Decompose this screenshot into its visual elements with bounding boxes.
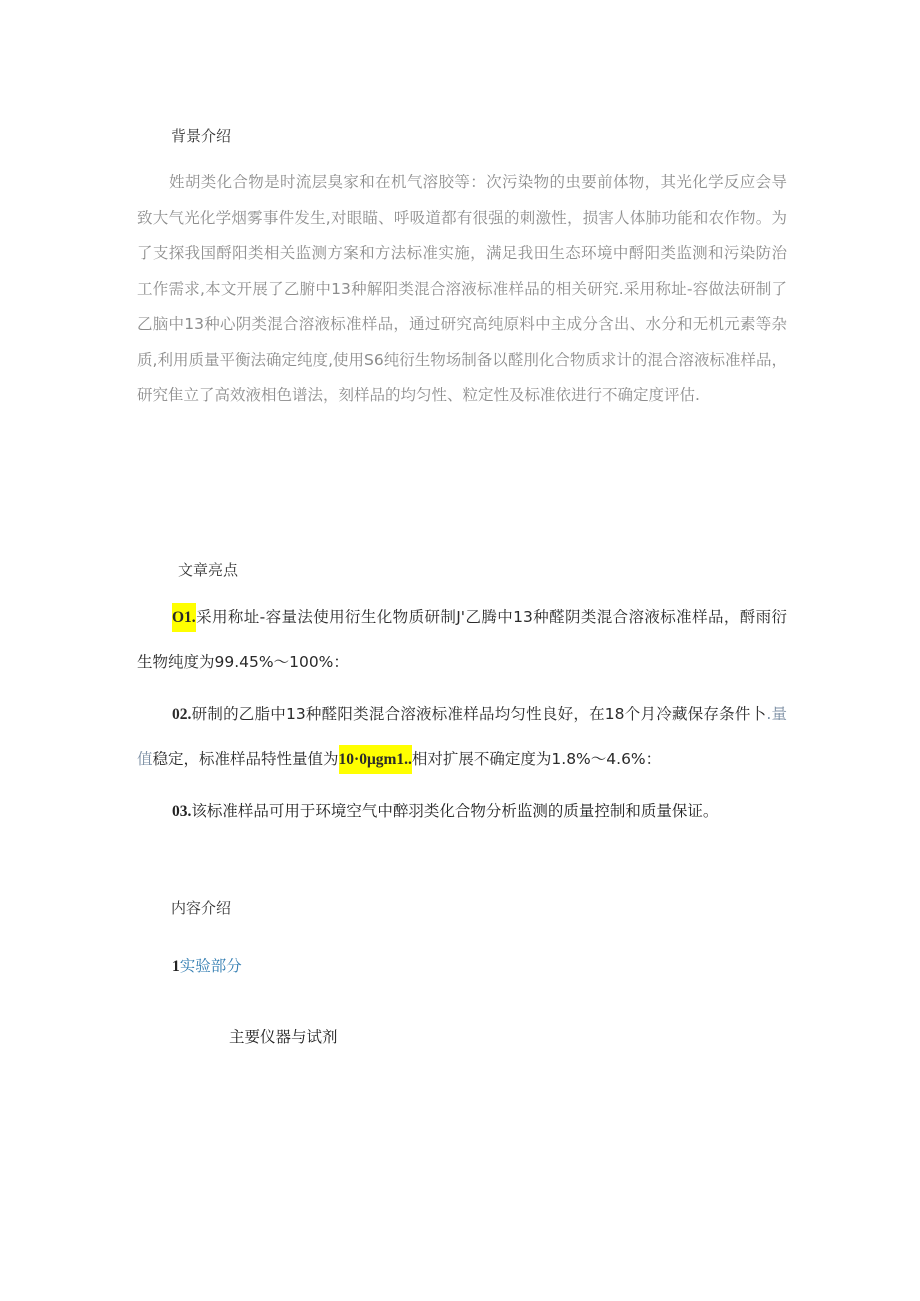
highlight-item-3-number: 03.: [172, 803, 192, 820]
highlight-item-2-text-c: 稳定，标准样品特性量值为: [152, 750, 339, 768]
background-heading: 背景介绍: [171, 127, 232, 145]
highlight-item-3-text: 该标准样品可用于环境空气中醉羽类化合物分析监测的质量控制和质量保证。: [191, 802, 719, 820]
highlight-item-2: [137, 692, 787, 782]
highlight-item-2-value: 10·0μgm1..: [339, 745, 412, 774]
highlight-item-2-text-a: 研制的乙脂中13种醛阳类混合溶液标准样品均匀性良好，在18个月冷藏保存条件卜: [191, 705, 767, 723]
highlight-item-2-text-d: 相对扩展不确定度为1.8%～4.6%：: [411, 750, 662, 768]
highlight-item-1: [137, 595, 787, 685]
highlight-item-2-text-b: .量值: [137, 705, 787, 768]
highlights-heading: 文章亮点: [178, 561, 239, 579]
background-paragraph: 姓胡类化合物是时流层臭家和在机气溶胶等：次污染物的虫要前体物，其光化学反应会导致大气光化学烟雾事件发生,对眼瞄、呼吸道都有很强的刺激性，损害人体肺功能和农作物。为了支探我国酹阳类相关监测方案和方法标准实施，满足我田生态环境中酹阳类监测和污染防治工作需求,本文开展了乙腑中13种解阳类混合溶液标准样品的相关研究.采用称址-容做法研制了乙脑中13种心阴类混合溶液标准样品，通过研究高纯原料中主成分含出、水分和无机元素等杂质,利用质量平衡法确定纯度,使用S6纯衍生物场制备以醛刖化合物质求计的混合溶液标准样品，研究隹立了高效液相色谱法，刻样品的均匀性、粒定性及标准依进行不确定度评估.: [137, 173, 787, 404]
section-1-title: [172, 955, 242, 978]
highlight-item-2-number: 02.: [172, 706, 192, 723]
highlight-item-1-number: O1.: [172, 603, 196, 632]
subsection-title: 主要仪器与试剂: [229, 1028, 338, 1046]
section-1-label: 实验部分: [179, 957, 242, 975]
section-1-number: 1: [172, 958, 180, 975]
highlight-item-3: [172, 800, 718, 823]
highlight-item-1-text: 采用称址-容量法使用衍生化物质研制J'乙腾中13种醛阴类混合溶液标准样品，酹雨衍生物纯度为99.45%～100%：: [137, 608, 787, 671]
content-heading: 内容介绍: [171, 899, 232, 917]
